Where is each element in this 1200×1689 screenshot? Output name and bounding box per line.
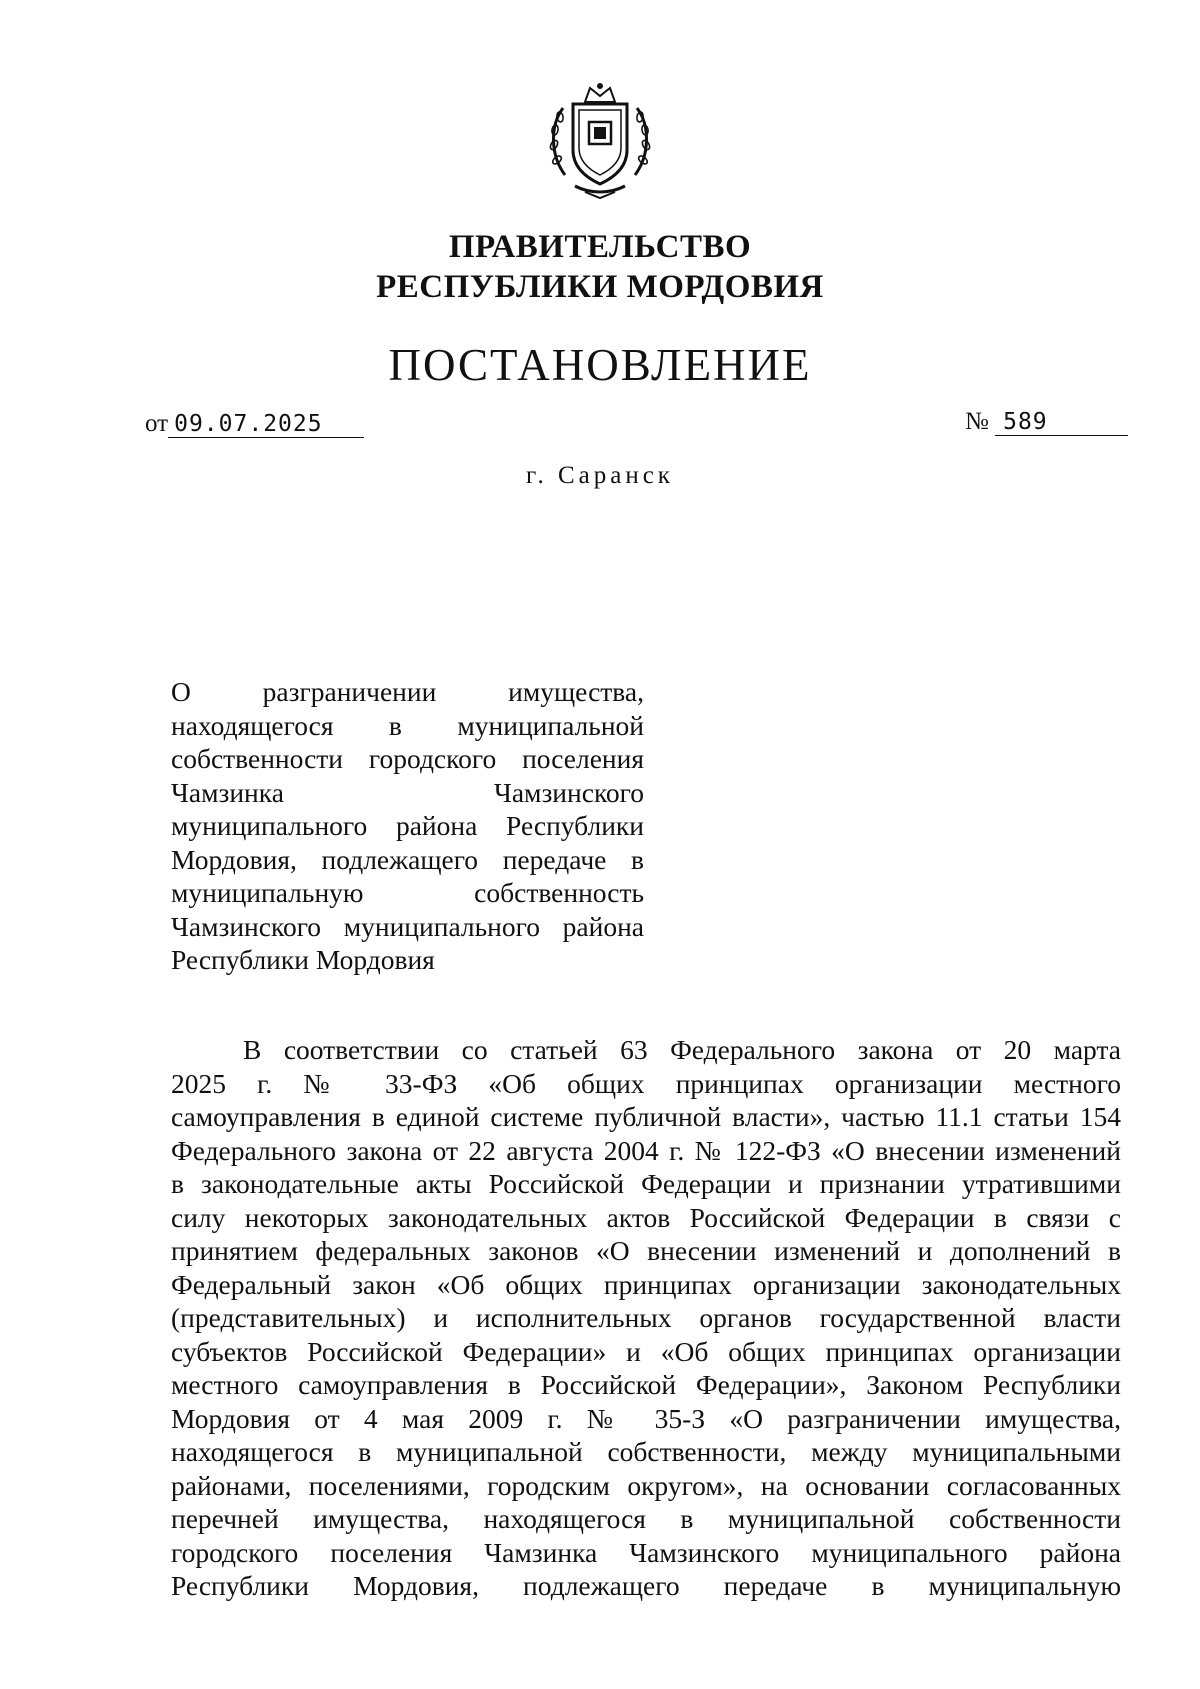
body-line: Федеральный закон «Об общих принципах организации законодательных — [171, 1268, 1121, 1300]
org-name-line2: РЕСПУБЛИКИ МОРДОВИЯ — [376, 269, 824, 305]
date-value: 09.07.2025 — [168, 411, 364, 438]
document-body — [171, 1033, 1121, 1603]
subject-line: О разграничении имущества, — [171, 676, 644, 707]
document-type-title: ПОСТАНОВЛЕНИЕ — [388, 340, 812, 390]
body-line: самоуправления в единой системе публичной власти», частью 11.1 статьи 154 — [171, 1101, 1121, 1132]
coat-of-arms-emblem — [545, 80, 655, 200]
body-line: местного самоуправления в Российской Федерации», Законом Республики — [171, 1369, 1121, 1400]
body-line: (представительных) и исполнительных органов государственной власти — [171, 1302, 1121, 1333]
subject-line: Мордовия, подлежащего передаче в — [171, 843, 644, 875]
body-line: Федерального закона от 22 августа 2004 г. № 122-ФЗ «О внесении изменений — [171, 1134, 1121, 1166]
body-line: силу некоторых законодательных актов Российской Федерации в связи с — [171, 1201, 1121, 1233]
body-line: городского поселения Чамзинка Чамзинского муниципального района — [171, 1536, 1121, 1568]
document-number — [965, 408, 1128, 436]
body-line: В соответствии со статьей 63 Федерального закона от 20 марта — [243, 1034, 1121, 1065]
body-line: 2025 г. № 33-ФЗ «Об общих принципах организации местного — [171, 1067, 1121, 1099]
body-line: перечней имущества, находящегося в муниципальной собственности — [171, 1503, 1121, 1534]
subject-line: муниципального района Республики — [171, 810, 644, 841]
body-line: в законодательные акты Российской Федерации и признании утратившими — [171, 1168, 1121, 1199]
subject-line: Чамзинка Чамзинского — [171, 776, 644, 808]
body-line: Мордовия от 4 мая 2009 г. № 35-З «О разграничении имущества, — [171, 1402, 1121, 1434]
subject-line: муниципальную собственность — [171, 877, 644, 908]
subject-line: находящегося в муниципальной — [171, 709, 644, 741]
body-line: районами, поселениями, городским округом», на основании согласованных — [171, 1469, 1121, 1501]
city-line: г. Саранск — [526, 462, 674, 489]
date-label: от — [145, 410, 169, 437]
body-line: субъектов Российской Федерации» и «Об общих принципах организации — [171, 1335, 1121, 1367]
body-line: принятием федеральных законов «О внесении изменений и дополнений в — [171, 1235, 1121, 1266]
number-label: № — [965, 408, 989, 435]
body-line: находящегося в муниципальной собственности, между муниципальными — [171, 1436, 1121, 1467]
subject-line: Республики Мордовия — [171, 944, 435, 975]
document-subject — [171, 675, 644, 977]
number-value: 589 — [995, 409, 1128, 436]
document-date — [145, 410, 364, 438]
body-line: Республики Мордовия, подлежащего передаче в муниципальную — [171, 1570, 1121, 1601]
subject-line: Чамзинского муниципального района — [171, 910, 644, 942]
subject-line: собственности городского поселения — [171, 743, 644, 774]
org-name-line1: ПРАВИТЕЛЬСТВО — [448, 229, 752, 265]
